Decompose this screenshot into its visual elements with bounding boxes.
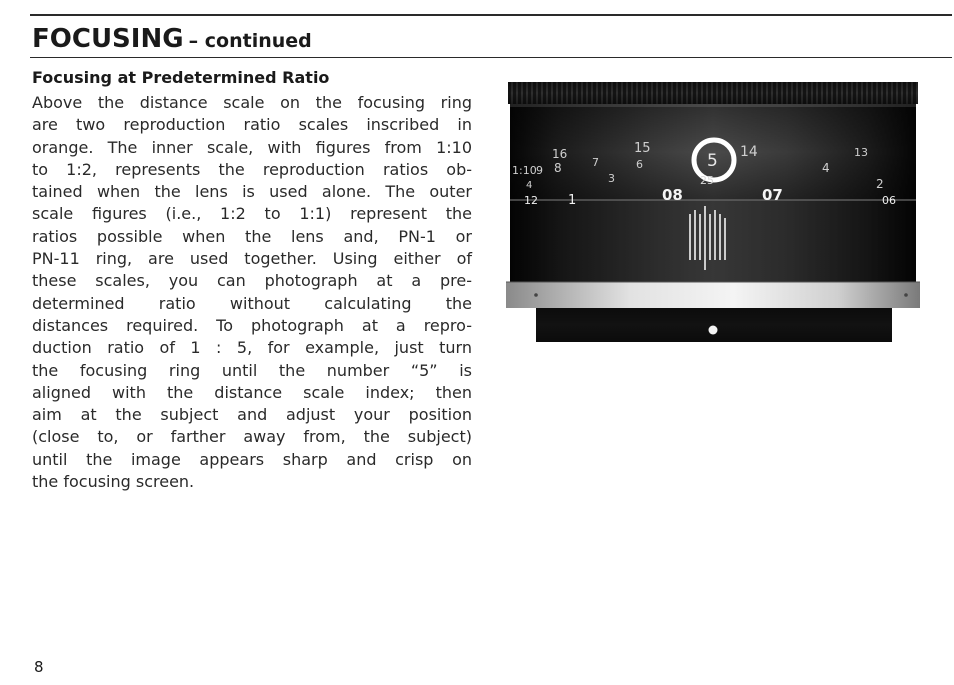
paragraph-line: aligned with the distance scale index; then (32, 382, 472, 402)
ratio-mark: 06 (882, 194, 896, 207)
ratio-mark: 7 (592, 156, 599, 169)
ratio-mark: 2 (876, 177, 884, 191)
ratio-mark: 8 (554, 161, 562, 175)
paragraph-line: ratios possible when the lens and, PN-1 or (32, 226, 472, 246)
body-paragraph (32, 92, 472, 493)
paragraph-line: duction ratio of 1 : 5, for example, just turn (32, 338, 472, 358)
top-rule (30, 14, 952, 16)
ratio-mark: 13 (854, 146, 868, 159)
mount-index-dot (709, 326, 718, 335)
page-number: 8 (34, 658, 44, 676)
section-header (32, 24, 312, 54)
ratio-mark: 25 (700, 174, 714, 187)
distance-mark: 08 (662, 186, 683, 204)
paragraph-line: (close to, or farther away from, the subject) (32, 427, 472, 447)
paragraph-line: the focusing screen. (32, 472, 195, 492)
distance-mark: 07 (762, 186, 783, 204)
paragraph-line: orange. The inner scale, with figures from 1:10 (32, 137, 472, 157)
highlighted-ratio-mark: 5 (707, 151, 718, 171)
ratio-mark: 1:10 (512, 164, 537, 177)
ratio-mark: 6 (636, 158, 643, 171)
section-heading: Focusing at Predetermined Ratio (32, 68, 330, 87)
ratio-mark: 9 (536, 164, 543, 177)
page-title-continued: – continued (188, 30, 312, 52)
header-underline (30, 57, 952, 58)
paragraph-line: to 1:2, represents the reproduction ratios ob- (32, 159, 472, 179)
ratio-mark: 14 (740, 144, 758, 160)
ratio-mark: 15 (634, 141, 651, 156)
paragraph-line: distances required. To photograph at a repro- (32, 315, 472, 335)
ratio-mark: 3 (608, 172, 615, 185)
lens-focusing-ring-photo (496, 80, 928, 346)
paragraph-line: Above the distance scale on the focusing ring (32, 93, 472, 112)
ratio-mark: 16 (552, 147, 568, 161)
paragraph-line: these scales, you can photograph at a pre- (32, 271, 472, 291)
paragraph-line: aim at the subject and adjust your position (32, 405, 472, 425)
ratio-mark: 1 (568, 193, 577, 208)
paragraph-line: are two reproduction ratio scales inscribed in (32, 115, 472, 135)
ratio-mark: 4 (526, 180, 533, 191)
paragraph-line: until the image appears sharp and crisp on (32, 449, 472, 469)
chrome-ring (506, 282, 920, 308)
ratio-mark: 4 (822, 161, 830, 175)
page-title: FOCUSING (32, 24, 184, 54)
paragraph-line: the focusing ring until the number “5” is (32, 360, 472, 380)
paragraph-line: PN-11 ring, are used together. Using either of (32, 249, 472, 269)
paragraph-line: determined ratio without calculating the (32, 293, 472, 313)
ratio-mark: 12 (524, 194, 538, 207)
paragraph-line: scale figures (i.e., 1:2 to 1:1) represent the (32, 204, 472, 224)
paragraph-line: tained when the lens is used alone. The outer (32, 182, 472, 202)
